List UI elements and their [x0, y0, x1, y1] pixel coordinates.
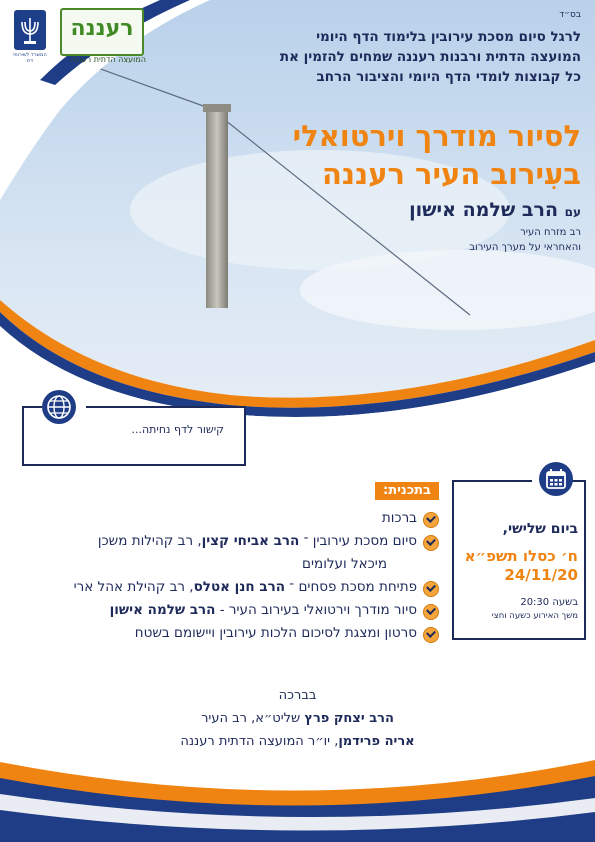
calendar-icon	[539, 462, 573, 496]
program-item: סיור מודרך וירטואלי בעירוב העיר - הרב שלמה אישון	[9, 599, 439, 622]
guide-line	[409, 199, 581, 221]
intro-line-3: כל קבוצות לומדי הדף היומי והציבור הרחב	[316, 69, 581, 85]
guide-with: עם	[564, 205, 581, 219]
government-emblem-logo	[10, 8, 50, 62]
program-list	[9, 507, 439, 645]
guide-name: הרב שלמה אישון	[409, 199, 559, 221]
bsd-mark: בס״ד	[559, 10, 581, 20]
title-line-1: לסיור מודרך וירטואלי	[292, 119, 581, 153]
event-time: בשעה 20:30	[520, 597, 578, 608]
checkmark-icon	[423, 627, 439, 643]
checkmark-icon	[423, 512, 439, 528]
event-date: 24/11/20	[504, 566, 578, 584]
program-title: בתכנית:	[375, 482, 439, 500]
gov-logo-caption: המשרד לשירותי דת	[13, 52, 47, 64]
program-item: ברכות	[9, 507, 439, 530]
footer-swoosh	[0, 732, 595, 842]
landing-page-link[interactable]: קישור לדף נחיתה...	[131, 423, 224, 436]
checkmark-icon	[423, 535, 439, 551]
event-hebrew-date: ח׳ כסלו תשפ״א	[464, 547, 578, 565]
guide-role-1: רב מזרח העיר	[520, 227, 581, 238]
raanana-logo-word: רעננה	[70, 16, 134, 41]
raanana-logo-caption: המועצה הדתית רעננה	[70, 55, 146, 64]
menorah-icon	[10, 8, 50, 52]
program-item: סיום מסכת עירובין ־ הרב אביחי קצין, רב קהילות משכן מיכאל ועלומים	[9, 530, 439, 576]
program-item: סרטון ומצגת לסיכום הלכות עירובין ויישומם בשטח	[9, 622, 439, 645]
signature-greeting: בברכה	[278, 688, 317, 703]
program-item: פתיחת מסכת פסחים ־ הרב חנן אטלס, רב קהילת אהל ארי	[9, 576, 439, 599]
signature-line-1: הרב יצחק פרץ שליט״א, רב העיר	[201, 711, 394, 726]
signature-line-2: אריה פרידמן, יו״ר המועצה הדתית רעננה	[180, 734, 415, 749]
intro-line-2: המועצה הדתית ורבנות רעננה שמחים להזמין את	[279, 49, 581, 65]
guide-role-2: והאחראי על מערך העירוב	[469, 242, 581, 253]
title-line-2: בעִירוב העיר רעננה	[321, 157, 581, 191]
intro-text	[221, 27, 581, 87]
checkmark-icon	[423, 604, 439, 620]
event-duration: משך האירוע כשעה וחצי	[491, 611, 578, 621]
intro-line-1: לרגל סיום מסכת עירובין בלימוד הדף היומי	[316, 29, 581, 45]
event-day: ביום שלישי,	[502, 521, 578, 537]
checkmark-icon	[423, 581, 439, 597]
raanana-religious-council-logo	[60, 8, 156, 64]
globe-icon	[42, 390, 76, 424]
